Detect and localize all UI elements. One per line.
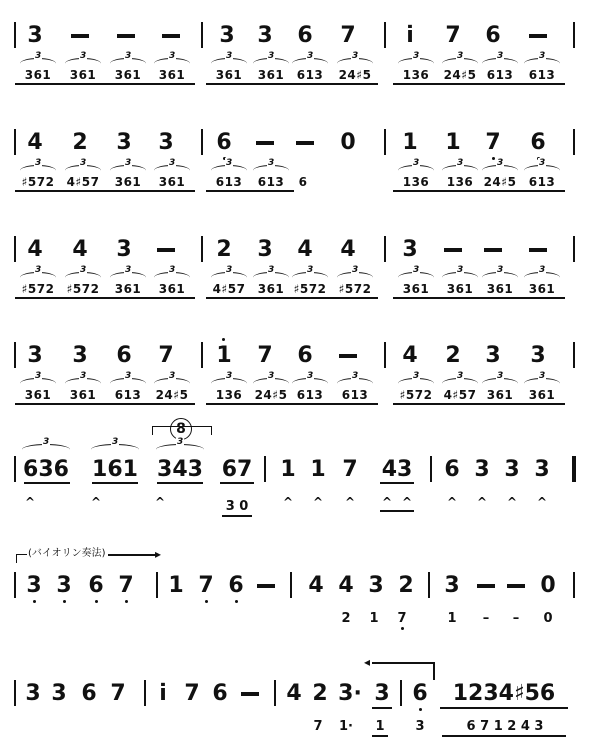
accent-mark: ^	[381, 495, 393, 509]
melody-note: 3	[474, 457, 490, 482]
melody-note: 2	[398, 573, 414, 598]
accent-mark: ^	[282, 495, 294, 509]
melody-note: 3	[219, 23, 235, 48]
triplet-slur: 3	[110, 272, 146, 283]
melody-note: 3	[444, 573, 460, 598]
melody-note: 4	[286, 681, 302, 706]
arrow-head-icon: ▸	[155, 547, 162, 561]
accomp-triplet: 361	[519, 282, 565, 299]
melody-note: 2	[72, 130, 88, 155]
triplet-slur: 3	[110, 58, 146, 69]
triplet-slur: 3	[211, 58, 247, 69]
melody-note: 3	[158, 130, 174, 155]
hold-dash	[296, 141, 314, 145]
hold-dash	[477, 584, 495, 588]
hold-dash	[157, 248, 175, 252]
section-circle: 8	[170, 418, 192, 440]
triplet-slur: 3	[156, 444, 204, 455]
triplet-slur: 3	[398, 58, 434, 69]
barline	[384, 22, 386, 48]
melody-group: 43	[381, 457, 413, 482]
melody-note: 6	[212, 681, 228, 706]
accomp-triplet: ♯572	[15, 175, 61, 192]
melody-note: 7	[342, 457, 358, 482]
triplet-slur: 3	[65, 165, 101, 176]
accomp-triplet: 613	[287, 68, 333, 85]
melody-note: i̇	[406, 23, 414, 48]
melody-note: 1	[310, 457, 326, 482]
triplet-slur: 3	[211, 272, 247, 283]
harmony-note: –	[512, 611, 520, 626]
barline	[430, 456, 432, 482]
triplet-slur: 3	[65, 378, 101, 389]
accomp-triplet: 613	[519, 175, 565, 192]
melody-note: 0	[340, 130, 356, 155]
barline	[274, 680, 276, 706]
melody-note: 3	[374, 681, 390, 706]
melody-note: 3	[402, 237, 418, 262]
triplet-slur: 3	[482, 165, 518, 176]
beam	[92, 482, 138, 484]
barline	[290, 572, 292, 598]
accomp-triplet: 361	[60, 68, 106, 85]
melody-note: 7	[118, 573, 134, 598]
triplet-slur: 3	[442, 272, 478, 283]
melody-note: 3	[257, 23, 273, 48]
triplet-slur: 3	[292, 378, 328, 389]
accomp-triplet: 361	[105, 282, 151, 299]
harmony-group: 6 7 1 2 4 3	[466, 719, 544, 734]
barline	[14, 236, 16, 262]
barline	[201, 236, 203, 262]
triplet-slur: 3	[442, 165, 478, 176]
melody-note: 4	[27, 237, 43, 262]
melody-note: 3	[26, 573, 42, 598]
barline	[201, 342, 203, 368]
triplet-slur: 3	[253, 272, 289, 283]
barline	[14, 22, 16, 48]
hold-dash	[71, 34, 89, 38]
technique-label: (バイオリン奏法)	[28, 548, 106, 559]
accomp-triplet: 361	[105, 68, 151, 85]
accomp-triplet: 4♯57	[206, 282, 252, 299]
accent-mark: ^	[476, 495, 488, 509]
accomp-triplet: 361	[105, 175, 151, 192]
accomp-triplet: 24♯5	[477, 175, 523, 192]
melody-group: 1234♯56	[452, 681, 556, 706]
barline	[14, 342, 16, 368]
accomp-triplet: 361	[149, 282, 195, 299]
triplet-slur: 3	[292, 272, 328, 283]
hold-dash	[444, 248, 462, 252]
barline	[384, 342, 386, 368]
accent-mark: ^	[506, 495, 518, 509]
harmony-note: 1	[375, 719, 385, 734]
accomp-triplet: ♯572	[393, 388, 439, 405]
beam	[440, 707, 568, 709]
barline	[201, 22, 203, 48]
triplet-slur: 3	[20, 165, 56, 176]
hold-dash	[241, 692, 259, 696]
accomp-triplet: 361	[437, 282, 483, 299]
melody-note: 6	[530, 130, 546, 155]
accomp-triplet: 361	[477, 388, 523, 405]
beam	[380, 510, 414, 512]
accomp-triplet: 4♯57	[437, 388, 483, 405]
accent-mark: ^	[446, 495, 458, 509]
accomp-triplet: 24♯5	[149, 388, 195, 405]
melody-group: 343	[157, 457, 203, 482]
harmony-note: –	[482, 611, 490, 626]
octave-dot	[492, 157, 495, 160]
melody-note: 3	[534, 457, 550, 482]
hold-dash	[484, 248, 502, 252]
triplet-slur: 3	[211, 378, 247, 389]
triplet-slur: 3	[337, 272, 373, 283]
melody-note: 7	[257, 343, 273, 368]
melody-note: 6	[216, 130, 232, 155]
octave-dot	[33, 600, 36, 603]
melody-note: 7	[445, 23, 461, 48]
barline	[14, 572, 16, 598]
melody-note: 3	[25, 681, 41, 706]
melody-note: 7	[184, 681, 200, 706]
beam	[222, 515, 252, 517]
accomp-triplet: 361	[60, 388, 106, 405]
melody-note: 7	[340, 23, 356, 48]
triplet-slur: 3	[398, 378, 434, 389]
accomp-triplet: 24♯5	[332, 68, 378, 85]
melody-note: 1	[216, 343, 232, 368]
accomp-triplet: 613	[477, 68, 523, 85]
barline	[573, 22, 575, 48]
barline	[573, 236, 575, 262]
melody-note: 3	[27, 23, 43, 48]
accomp-triplet: 24♯5	[248, 388, 294, 405]
accomp-triplet: 361	[149, 68, 195, 85]
melody-note: 1	[168, 573, 184, 598]
octave-dot	[63, 600, 66, 603]
melody-note: 6	[88, 573, 104, 598]
triplet-slur: 3	[398, 272, 434, 283]
melody-note: 3	[116, 237, 132, 262]
melody-note: 7	[198, 573, 214, 598]
accomp-triplet: 613	[287, 388, 333, 405]
barline	[573, 342, 575, 368]
hold-dash	[339, 354, 357, 358]
harmony-note: 0	[543, 611, 553, 626]
melody-note: 3·	[338, 681, 362, 706]
melody-note: 4	[297, 237, 313, 262]
barline	[144, 680, 146, 706]
melody-note: 6	[228, 573, 244, 598]
melody-note: 4	[338, 573, 354, 598]
triplet-slur: 3	[253, 58, 289, 69]
barline	[400, 680, 402, 706]
melody-note: 2	[312, 681, 328, 706]
harmony-note: 3 0	[225, 499, 249, 514]
melody-note: i̇	[159, 681, 167, 706]
triplet-slur: 3	[524, 165, 560, 176]
melody-note: 3	[116, 130, 132, 155]
accomp-triplet: 613	[332, 388, 378, 405]
melody-note: 7	[485, 130, 501, 155]
melody-note: 6	[297, 23, 313, 48]
melody-group: 161	[92, 457, 138, 482]
accomp-triplet: ♯572	[15, 282, 61, 299]
accent-mark: ^	[90, 495, 102, 509]
octave-dot	[125, 600, 128, 603]
accomp-triplet: 613	[206, 175, 252, 192]
melody-note: 4	[402, 343, 418, 368]
barline	[14, 129, 16, 155]
accomp-triplet: 361	[206, 68, 252, 85]
accent-mark: ^	[24, 495, 36, 509]
technique-bracket	[16, 554, 27, 563]
melody-note: 6	[485, 23, 501, 48]
beam	[157, 482, 203, 484]
barline	[156, 572, 158, 598]
triplet-slur: 3	[65, 272, 101, 283]
harmony-note: 1	[447, 611, 457, 626]
melody-note: 6	[412, 681, 428, 706]
accent-mark: ^	[344, 495, 356, 509]
triplet-slur: 3	[482, 272, 518, 283]
beam	[372, 707, 392, 709]
accomp-triplet: 136	[393, 68, 439, 85]
barline	[14, 680, 16, 706]
triplet-slur: 3	[442, 378, 478, 389]
melody-note: 6	[297, 343, 313, 368]
triplet-slur: 3	[337, 378, 373, 389]
octave-dot	[222, 338, 225, 341]
beam	[220, 482, 254, 484]
triplet-slur: 3	[398, 165, 434, 176]
octave-dot	[419, 708, 422, 711]
barline	[428, 572, 430, 598]
harmony-note: 3	[415, 719, 425, 734]
melody-note: 2	[216, 237, 232, 262]
melody-note: 3	[530, 343, 546, 368]
triplet-slur: 3	[482, 378, 518, 389]
melody-note: 3	[368, 573, 384, 598]
melody-note: 6	[116, 343, 132, 368]
triplet-slur: 3	[20, 378, 56, 389]
octave-dot	[401, 627, 404, 630]
hold-dash	[529, 248, 547, 252]
melody-note: 4	[340, 237, 356, 262]
harmony-note: 2	[341, 611, 351, 626]
triplet-slur: 3	[337, 58, 373, 69]
melody-note: 3	[51, 681, 67, 706]
barline	[264, 456, 266, 482]
melody-note: 2	[445, 343, 461, 368]
arrow-drop	[433, 662, 435, 680]
triplet-slur: 3	[20, 272, 56, 283]
triplet-slur: 3	[110, 378, 146, 389]
triplet-slur: 3	[442, 58, 478, 69]
hold-dash	[257, 584, 275, 588]
melody-note: 6	[81, 681, 97, 706]
melody-note: 4	[72, 237, 88, 262]
harmony-note: 7	[397, 611, 407, 626]
triplet-slur: 3	[292, 58, 328, 69]
accent-mark: ^	[536, 495, 548, 509]
triplet-slur: 3	[110, 165, 146, 176]
melody-note: 1	[402, 130, 418, 155]
melody-note: 0	[540, 573, 556, 598]
accomp-triplet: 361	[477, 282, 523, 299]
accomp-triplet: 361	[15, 68, 61, 85]
melody-note: 6	[444, 457, 460, 482]
accent-mark: ^	[154, 495, 166, 509]
melody-note: 3	[56, 573, 72, 598]
melody-note: 3	[27, 343, 43, 368]
barline	[201, 129, 203, 155]
barline	[573, 572, 575, 598]
hold-dash	[529, 34, 547, 38]
melody-group: 67	[221, 457, 253, 482]
arrow-head-icon: ◂	[364, 655, 371, 669]
triplet-slur: 3	[211, 165, 247, 176]
melody-note: 3	[257, 237, 273, 262]
hold-dash	[507, 584, 525, 588]
accomp-triplet: 136	[206, 388, 252, 405]
repeat-arrow	[372, 662, 434, 664]
melody-note: 3	[485, 343, 501, 368]
accomp-triplet: 361	[393, 282, 439, 299]
melody-note: 1	[445, 130, 461, 155]
accomp-triplet: 361	[519, 388, 565, 405]
beam	[24, 482, 70, 484]
accomp-triplet: 136	[393, 175, 439, 192]
hold-dash	[117, 34, 135, 38]
triplet-slur: 3	[91, 444, 139, 455]
accomp-triplet: 613	[519, 68, 565, 85]
beam	[380, 482, 414, 484]
harmony-note: 1·	[339, 719, 353, 734]
melody-group: 636	[23, 457, 69, 482]
accomp-triplet: 361	[248, 282, 294, 299]
triplet-slur: 3	[524, 272, 560, 283]
technique-arrow	[108, 554, 158, 556]
barline	[384, 236, 386, 262]
triplet-slur: 3	[482, 58, 518, 69]
triplet-slur: 3	[154, 58, 190, 69]
barline	[573, 129, 575, 155]
melody-note: 7	[110, 681, 126, 706]
triplet-slur: 3	[154, 165, 190, 176]
triplet-slur: 3	[253, 165, 289, 176]
accomp-triplet: ♯572	[332, 282, 378, 299]
hold-dash	[256, 141, 274, 145]
melody-note: 3	[72, 343, 88, 368]
accomp-triplet: 361	[15, 388, 61, 405]
beam	[372, 735, 388, 737]
accomp-triplet: ♯572	[287, 282, 333, 299]
triplet-slur: 3	[22, 444, 70, 455]
barline	[384, 129, 386, 155]
melody-note: 3	[504, 457, 520, 482]
accent-mark: ^	[312, 495, 324, 509]
octave-dot	[205, 600, 208, 603]
triplet-slur: 3	[524, 58, 560, 69]
harmony-note: 1	[369, 611, 379, 626]
final-barline	[572, 456, 576, 482]
melody-note: 1	[280, 457, 296, 482]
melody-note: 4	[27, 130, 43, 155]
triplet-slur: 3	[65, 58, 101, 69]
triplet-slur: 3	[524, 378, 560, 389]
accomp-triplet: ♯572	[60, 282, 106, 299]
triplet-slur: 3	[154, 378, 190, 389]
melody-note: 4	[308, 573, 324, 598]
accomp-triplet: 361	[149, 175, 195, 192]
triplet-slur: 3	[253, 378, 289, 389]
accomp-triplet: 136	[437, 175, 483, 192]
accomp-triplet: 24♯5	[437, 68, 483, 85]
octave-dot	[235, 600, 238, 603]
accent-mark: ^	[401, 495, 413, 509]
octave-dot	[95, 600, 98, 603]
accomp-triplet: 613	[248, 175, 294, 192]
accomp-note: 6	[298, 175, 308, 189]
triplet-slur: 3	[154, 272, 190, 283]
hold-dash	[162, 34, 180, 38]
accomp-triplet: 613	[105, 388, 151, 405]
accomp-triplet: 4♯57	[60, 175, 106, 192]
harmony-note: 7	[313, 719, 323, 734]
melody-note: 7	[158, 343, 174, 368]
accomp-triplet: 361	[248, 68, 294, 85]
beam	[442, 735, 566, 737]
triplet-slur: 3	[20, 58, 56, 69]
